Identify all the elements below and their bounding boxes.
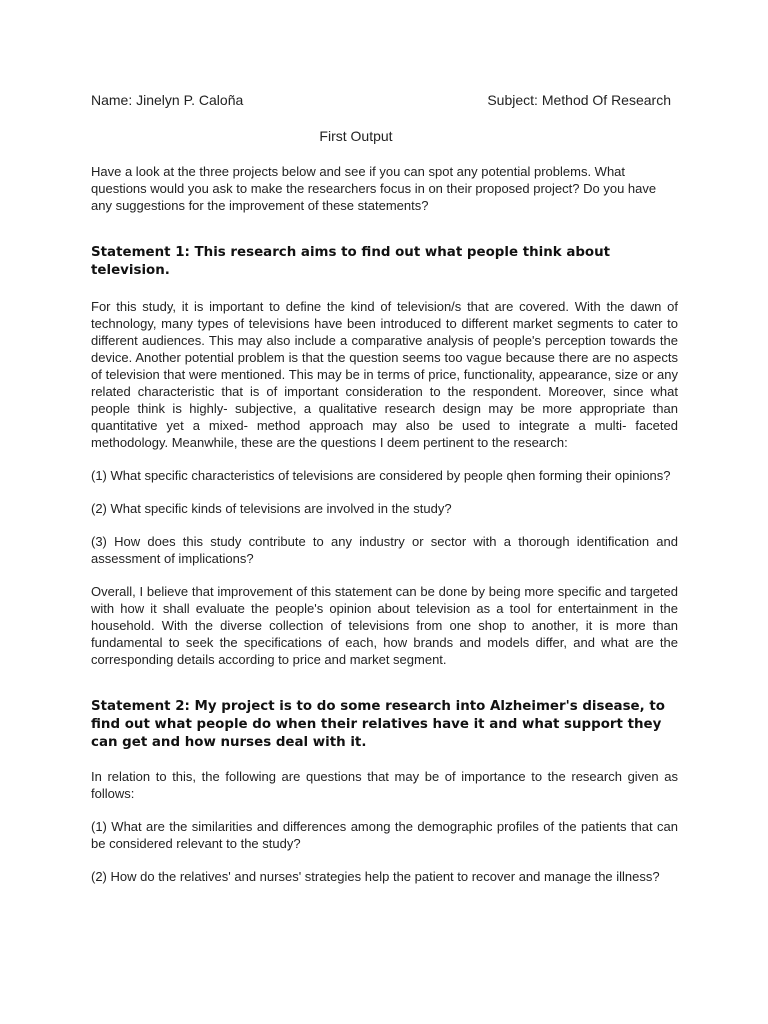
statement-2-heading: Statement 2: My project is to do some research into Alzheimer's disease, to find out what people do when their relatives have it and what support they can get and how nurses deal with it. <box>91 699 665 750</box>
statement-2-question-2: (2) How do the relatives' and nurses' strategies help the patient to recover and manage the illness? <box>91 869 660 884</box>
statement-2-question-1: (1) What are the similarities and differences among the demographic profiles of the patients that can be considered relevant to the study? <box>91 819 678 851</box>
statement-1-conclusion: Overall, I believe that improvement of this statement can be done by being more specific and targeted with how it shall evaluate the people's opinion about television as a tool for entertainment in the household. With the diverse collection of televisions from one shop to another, it is more than fundamental to seek the specifications of each, how brands and models differ, and what are the corresponding details according to price and market segment. <box>91 584 678 667</box>
statement-1-paragraph: For this study, it is important to define the kind of television/s that are covered. With the dawn of technology, many types of televisions have been introduced to different market segments to cater to different audiences. This may also include a comparative analysis of people's perception towards the device. Another potential problem is that the question seems too vague because there are no aspects of television that were mentioned. This may be in terms of price, functionality, appearance, size or any related characteristic that is of important consideration to the respondent. Moreover, since what people think is highly- subjective, a qualitative research design may be more appropriate than quantitative yet a mixed- method approach may also be used to integrate a multi- faceted methodology. Meanwhile, these are the questions I deem pertinent to the research: <box>91 299 678 450</box>
statement-1-question-2: (2) What specific kinds of televisions are involved in the study? <box>91 501 452 516</box>
document-title: First Output <box>319 128 393 144</box>
statement-1-heading: Statement 1: This research aims to find out what people think about television. <box>91 245 611 278</box>
intro-paragraph: Have a look at the three projects below and see if you can spot any potential problems. What questions would you ask to make the researchers focus in on their proposed project? Do you have any suggestions for the improvement of these statements? <box>91 164 657 213</box>
statement-1-question-1: (1) What specific characteristics of televisions are considered by people qhen forming their opinions? <box>91 468 671 483</box>
document-header <box>91 92 671 114</box>
statement-2-paragraph: In relation to this, the following are questions that may be of importance to the research given as follows: <box>91 769 678 801</box>
document-body <box>91 163 678 901</box>
student-name: Name: Jinelyn P. Caloña <box>91 92 244 108</box>
subject-label: Subject: Method Of Research <box>487 92 671 108</box>
statement-1-question-3: (3) How does this study contribute to any industry or sector with a thorough identification and assessment of implications? <box>91 534 678 566</box>
